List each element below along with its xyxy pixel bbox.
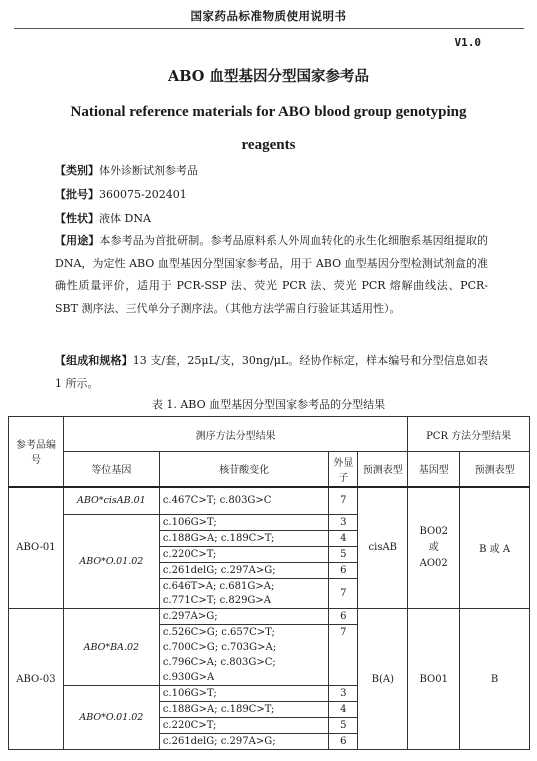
nucleotide-cell: c.106G>T; (159, 515, 329, 531)
genotype-cell: BO02 或 AO02 (408, 487, 460, 609)
header-exon: 外显子 (329, 452, 358, 487)
genotype-cell: BO01 (408, 609, 460, 750)
field-batch (55, 186, 187, 204)
allele-cell: ABO*O.01.02 (63, 686, 159, 750)
title-chinese: ABO 血型基因分型国家参考品 (168, 68, 369, 85)
field-category-value: 体外诊断试剂参考品 (99, 164, 198, 177)
nucleotide-cell: c.646T>A; c.681G>A; c.771C>T; c.829G>A (159, 579, 329, 609)
header-seq-group: 测序方法分型结果 (63, 417, 407, 452)
nucleotide-cell: c.526C>G; c.657C>T; c.700C>G; c.703G>A; c.796C>A; c.803G>C; c.930G>A (159, 625, 329, 686)
nucleotide-cell: c.220C>T; (159, 718, 329, 734)
nucleotide-cell: c.220C>T; (159, 547, 329, 563)
allele-cell: ABO*O.01.02 (63, 515, 159, 609)
exon-cell: 3 (329, 515, 358, 531)
ref-id-cell: ABO-03 (9, 609, 64, 750)
header-pcr-group: PCR 方法分型结果 (408, 417, 530, 452)
header-allele: 等位基因 (63, 452, 159, 487)
nucleotide-cell: c.261delG; c.297A>G; (159, 563, 329, 579)
exon-cell: 7 (329, 579, 358, 609)
exon-cell: 4 (329, 531, 358, 547)
field-composition-key: 【组成和规格】 (55, 354, 133, 367)
field-form (55, 210, 151, 228)
field-batch-value: 360075-202401 (99, 188, 187, 201)
header-pcr-pred-pheno: 预测表型 (460, 452, 530, 487)
exon-cell: 5 (329, 718, 358, 734)
nucleotide-cell: c.297A>G; (159, 609, 329, 625)
field-form-value: 液体 DNA (99, 212, 151, 225)
field-composition-value: 13 支/套，25μL/支，30ng/μL。经协作标定，样本编号和分型信息如表 1 所示。 (55, 354, 489, 390)
exon-cell: 7 (329, 487, 358, 515)
pred-pheno-cell: B(A) (358, 609, 408, 750)
header-ref-id: 参考品编号 (9, 417, 64, 487)
pcr-pheno-cell: B 或 A (460, 487, 530, 609)
exon-cell: 5 (329, 547, 358, 563)
genotyping-results-table (8, 416, 530, 750)
field-composition (55, 350, 488, 395)
allele-cell: ABO*BA.02 (63, 609, 159, 686)
field-usage-value: 本参考品为首批研制。参考品原料系人外周血转化的永生化细胞系基因组提取的 DNA，为定性 ABO 血型基因分型国家参考品，用于 ABO 血型基因分型检测试剂盒的准确性质量评价，适用于 PCR-SSP 法、荧光 PCR 法、荧光 PCR 熔解曲线法、PCR-SBT 测序法、三代单分子测序法。（其他方法学需自行验证其适用性）。 (55, 234, 488, 315)
nucleotide-cell: c.106G>T; (159, 686, 329, 702)
header-genotype: 基因型 (408, 452, 460, 487)
pred-pheno-cell: cisAB (358, 487, 408, 609)
nucleotide-cell: c.467C>T; c.803G>C (159, 487, 329, 515)
table-row (9, 609, 530, 625)
nucleotide-cell: c.188G>A; c.189C>T; (159, 702, 329, 718)
header-divider (14, 28, 524, 29)
ref-id-cell: ABO-01 (9, 487, 64, 609)
exon-cell: 6 (329, 563, 358, 579)
exon-cell: 6 (329, 734, 358, 750)
field-category (55, 162, 198, 180)
field-usage (55, 230, 488, 320)
title-english: National reference materials for ABO blood group genotyping reagents (70, 104, 467, 153)
pcr-pheno-cell: B (460, 609, 530, 750)
nucleotide-cell: c.261delG; c.297A>G; (159, 734, 329, 750)
header-pred-pheno: 预测表型 (358, 452, 408, 487)
field-batch-key: 【批号】 (55, 188, 99, 201)
exon-cell: 7 (329, 625, 358, 686)
nucleotide-cell: c.188G>A; c.189C>T; (159, 531, 329, 547)
allele-cell: ABO*cisAB.01 (63, 487, 159, 515)
header-nucleotide: 核苷酸变化 (159, 452, 329, 487)
version-label: V1.0 (454, 36, 481, 49)
exon-cell: 4 (329, 702, 358, 718)
table-caption: 表 1. ABO 血型基因分型国家参考品的分型结果 (151, 398, 386, 411)
exon-cell: 3 (329, 686, 358, 702)
table-row (9, 487, 530, 515)
field-form-key: 【性状】 (55, 212, 99, 225)
field-category-key: 【类别】 (55, 164, 99, 177)
document-header-title: 国家药品标准物质使用说明书 (190, 9, 347, 23)
exon-cell: 6 (329, 609, 358, 625)
field-usage-key: 【用途】 (55, 234, 100, 247)
